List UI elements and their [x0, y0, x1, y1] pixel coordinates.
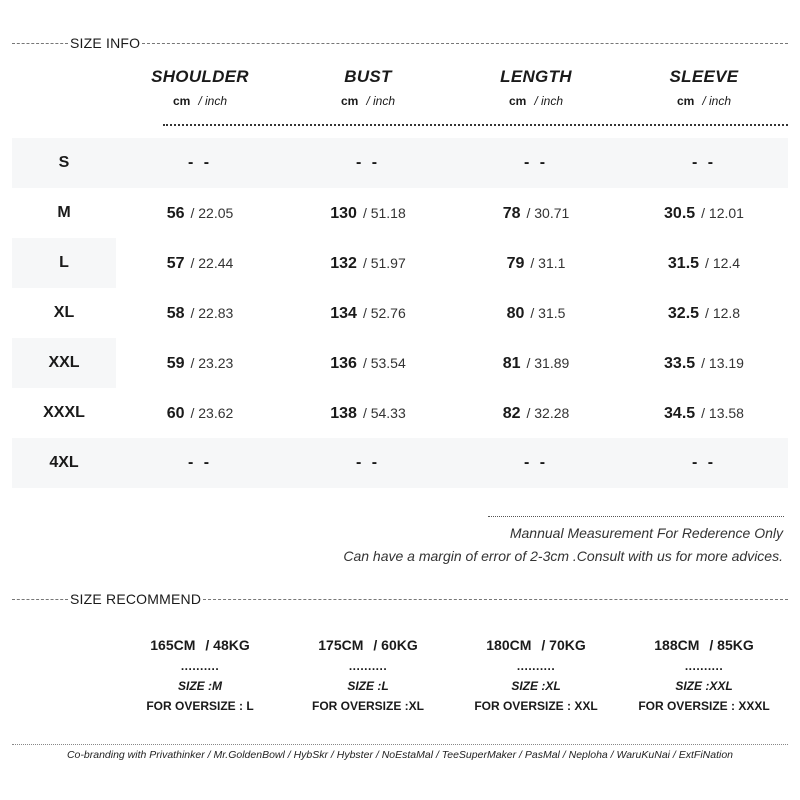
cm-value: 81 — [502, 355, 521, 372]
dotted-separator: .......... — [516, 659, 556, 673]
size-row-xxl — [0, 338, 800, 388]
cm-value: 134 — [330, 305, 357, 322]
size-recommend-title: SIZE RECOMMEND — [70, 591, 202, 607]
weight-value: / 48KG — [205, 637, 250, 653]
inch-value: / 30.71 — [526, 205, 570, 221]
sleeve-value — [624, 338, 784, 388]
size-label: XL — [53, 304, 75, 321]
cm-value: 57 — [166, 255, 185, 272]
inch-value: / 22.83 — [190, 305, 234, 321]
weight-value: / 85KG — [709, 637, 754, 653]
column-name: SLEEVE — [669, 67, 739, 86]
shoulder-value: - - — [187, 154, 213, 171]
size-info-heading — [12, 35, 788, 51]
size-label: XXXL — [43, 404, 85, 421]
recommendation-175 — [280, 630, 456, 716]
size-label: XXL — [48, 354, 80, 371]
size-row-m — [0, 188, 800, 238]
sleeve-value — [624, 188, 784, 238]
sleeve-value: - - — [691, 454, 717, 471]
recommended-size: SIZE :XL — [511, 679, 561, 693]
sleeve-value — [624, 238, 784, 288]
cm-value: 34.5 — [664, 405, 696, 422]
inch-value: / 12.8 — [705, 305, 741, 321]
footer-divider — [12, 744, 788, 745]
unit-cm: cm — [172, 94, 191, 108]
cm-value: 138 — [330, 405, 357, 422]
length-value — [456, 238, 616, 288]
cm-value: 79 — [506, 255, 525, 272]
size-row-s — [0, 138, 800, 188]
size-recommend-heading — [12, 591, 788, 607]
column-name: BUST — [344, 67, 392, 86]
unit-cm: cm — [340, 94, 359, 108]
cm-value: 33.5 — [664, 355, 696, 372]
oversize-recommendation: FOR OVERSIZE : XXL — [474, 699, 598, 713]
oversize-recommendation: FOR OVERSIZE : XXXL — [638, 699, 770, 713]
recommendation-188 — [616, 630, 792, 716]
height-value: 165CM — [150, 637, 196, 653]
dotted-separator: .......... — [180, 659, 220, 673]
cm-value: 80 — [506, 305, 525, 322]
bust-value — [288, 188, 448, 238]
column-name: LENGTH — [500, 67, 572, 86]
size-row-xxxl — [0, 388, 800, 438]
inch-value: / 13.19 — [701, 355, 744, 371]
length-value — [456, 288, 616, 338]
cm-value: 30.5 — [664, 205, 696, 222]
unit-inch: / inch — [198, 94, 228, 108]
inch-value: / 23.62 — [190, 405, 234, 421]
shoulder-value — [120, 288, 280, 338]
size-row-xl — [0, 288, 800, 338]
bust-value — [288, 238, 448, 288]
height-value: 180CM — [486, 637, 532, 653]
inch-value: / 31.89 — [526, 355, 570, 371]
cm-value: 31.5 — [667, 255, 700, 272]
heading-divider — [12, 599, 68, 600]
co-branding-footer: Co-branding with Privathinker / Mr.GoldenBowl / HybSkr / Hybster / NoEstaMal / TeeSuperMaker / PasMal / Neploha / WaruKuNai / ExtFiNation — [66, 749, 734, 761]
recommendation-180 — [448, 630, 624, 716]
length-value — [456, 188, 616, 238]
size-label: M — [57, 204, 71, 221]
size-info-title: SIZE INFO — [70, 35, 141, 51]
margin-note: Can have a margin of error of 2-3cm .Consult with us for more advices. — [343, 548, 783, 564]
column-name: SHOULDER — [151, 67, 249, 86]
unit-cm: cm — [508, 94, 527, 108]
unit-cm: cm — [676, 94, 695, 108]
inch-value: / 54.33 — [362, 405, 406, 421]
inch-value: / 31.5 — [530, 305, 566, 321]
inch-value: / 22.44 — [190, 255, 234, 271]
bust-value — [288, 388, 448, 438]
sleeve-value — [624, 288, 784, 338]
recommended-size: SIZE :L — [347, 679, 389, 693]
bust-value: - - — [355, 154, 381, 171]
cm-value: 130 — [330, 205, 357, 222]
inch-value: / 32.28 — [526, 405, 570, 421]
inch-value: / 51.18 — [362, 205, 406, 221]
measurement-note: Mannual Measurement For Rederence Only — [509, 525, 783, 541]
recommended-size: SIZE :XXL — [675, 679, 733, 693]
column-header-bust — [288, 64, 448, 108]
column-header-length — [456, 64, 616, 108]
size-row-l — [0, 238, 800, 288]
dotted-separator: .......... — [348, 659, 388, 673]
cm-value: 56 — [166, 205, 185, 222]
size-label: S — [58, 154, 70, 171]
size-label: 4XL — [49, 454, 79, 471]
shoulder-value — [120, 238, 280, 288]
inch-value: / 52.76 — [362, 305, 406, 321]
cm-value: 132 — [330, 255, 357, 272]
inch-value: / 12.4 — [705, 255, 741, 271]
cm-value: 82 — [502, 405, 521, 422]
bust-value — [288, 288, 448, 338]
weight-value: / 60KG — [373, 637, 418, 653]
inch-value: / 51.97 — [362, 255, 406, 271]
size-label: L — [59, 254, 69, 271]
oversize-recommendation: FOR OVERSIZE : L — [146, 699, 254, 713]
header-divider — [163, 124, 788, 126]
shoulder-value: - - — [187, 454, 213, 471]
note-divider — [488, 516, 784, 517]
heading-divider — [12, 43, 68, 44]
recommendation-165 — [112, 630, 288, 716]
weight-value: / 70KG — [541, 637, 586, 653]
column-header-shoulder — [120, 64, 280, 108]
cm-value: 59 — [166, 355, 185, 372]
inch-value: / 53.54 — [362, 355, 406, 371]
length-value — [456, 388, 616, 438]
height-value: 175CM — [318, 637, 364, 653]
cm-value: 32.5 — [667, 305, 700, 322]
sleeve-value: - - — [691, 154, 717, 171]
unit-inch: / inch — [534, 94, 564, 108]
dotted-separator: .......... — [684, 659, 724, 673]
cm-value: 78 — [502, 205, 521, 222]
shoulder-value — [120, 388, 280, 438]
length-value: - - — [523, 154, 549, 171]
heading-divider — [142, 43, 788, 44]
recommended-size: SIZE :M — [178, 679, 222, 693]
inch-value: / 23.23 — [190, 355, 234, 371]
inch-value: / 22.05 — [190, 205, 234, 221]
unit-inch: / inch — [702, 94, 732, 108]
shoulder-value — [120, 188, 280, 238]
column-header-sleeve — [624, 64, 784, 108]
length-value — [456, 338, 616, 388]
unit-inch: / inch — [366, 94, 396, 108]
bust-value: - - — [355, 454, 381, 471]
cm-value: 58 — [166, 305, 185, 322]
inch-value: / 12.01 — [701, 205, 744, 221]
cm-value: 60 — [166, 405, 185, 422]
bust-value — [288, 338, 448, 388]
inch-value: / 31.1 — [530, 255, 566, 271]
size-row-4xl — [0, 438, 800, 488]
shoulder-value — [120, 338, 280, 388]
sleeve-value — [624, 388, 784, 438]
height-value: 188CM — [654, 637, 700, 653]
cm-value: 136 — [330, 355, 357, 372]
inch-value: / 13.58 — [701, 405, 744, 421]
measurement-column-headers — [0, 64, 800, 124]
heading-divider — [203, 599, 788, 600]
oversize-recommendation: FOR OVERSIZE :XL — [311, 699, 424, 713]
length-value: - - — [523, 454, 549, 471]
